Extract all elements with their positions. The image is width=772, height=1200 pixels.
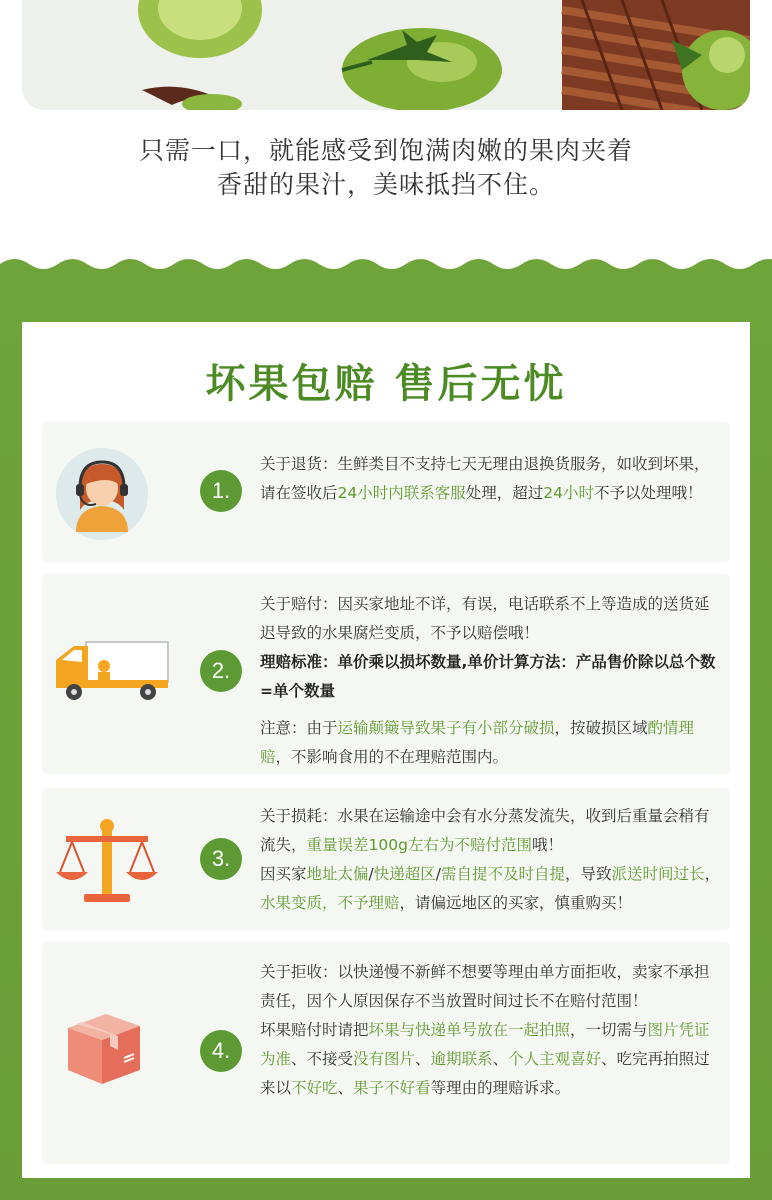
item-text-4 bbox=[260, 958, 722, 1103]
highlight-text: 派送时间过长 bbox=[611, 865, 705, 883]
intro-line-1: 只需一口，就能感受到饱满肉嫩的果肉夹着 bbox=[138, 136, 633, 165]
text-segment: / bbox=[368, 865, 374, 883]
highlight-text: 运输颠簸导致果子有小部分破损 bbox=[337, 719, 555, 737]
highlight-text: 不好吃 bbox=[291, 1079, 338, 1097]
rejection-text bbox=[260, 958, 722, 1016]
highlight-text: 没有图片 bbox=[353, 1050, 416, 1068]
card-title: 坏果包赔 售后无忧 bbox=[205, 361, 567, 407]
text-segment: ，请偏远地区的买家，慎重购买！ bbox=[399, 894, 633, 912]
customer-service-icon bbox=[52, 444, 152, 544]
photo-evidence-text bbox=[260, 1016, 722, 1103]
text-segment: 、 bbox=[415, 1050, 431, 1068]
hero-image bbox=[22, 0, 750, 110]
policy-item-compensation bbox=[42, 574, 730, 774]
highlight-text: 果子不好看 bbox=[353, 1079, 431, 1097]
return-policy-text bbox=[260, 450, 722, 508]
highlight-text: 快递超区 bbox=[373, 865, 436, 883]
bold-text: 理赔标准：单价乘以损坏数量,单价计算方法：产品售价除以总个数=单个数量 bbox=[260, 653, 716, 700]
highlight-text: 逾期联系 bbox=[430, 1050, 493, 1068]
text-segment: 哦！ bbox=[531, 836, 563, 854]
highlight-text: 水果变质，不予理赔 bbox=[260, 894, 400, 912]
highlight-text: 需自提不及时自提 bbox=[441, 865, 566, 883]
balance-scale-icon bbox=[52, 810, 162, 910]
text-segment: ，按破损区域 bbox=[554, 719, 648, 737]
text-segment: 注意：由于 bbox=[260, 719, 338, 737]
text-segment: 关于损耗：水果在运输途中会有水分蒸发流失，收到后重量会稍有流失， bbox=[260, 807, 710, 854]
tomato-photo bbox=[22, 0, 750, 110]
text-segment: 坏果赔付时请把 bbox=[260, 1021, 369, 1039]
text-segment: 、 bbox=[337, 1079, 354, 1097]
text-segment: 、 bbox=[492, 1050, 509, 1068]
text-segment: 等理由的理赔诉求。 bbox=[430, 1079, 571, 1097]
policy-item-loss bbox=[42, 788, 730, 930]
intro-text bbox=[0, 134, 772, 202]
highlight-text: 地址太偏 bbox=[306, 865, 369, 883]
highlight-text: 重量误差100g左右为不赔付范围 bbox=[306, 836, 532, 854]
text-segment: 因买家 bbox=[260, 865, 307, 883]
package-box-icon bbox=[52, 1002, 152, 1092]
item-text-3 bbox=[260, 802, 722, 918]
item-text-2 bbox=[260, 590, 722, 772]
text-segment: ， bbox=[704, 865, 721, 883]
text-segment: 不予以处理哦！ bbox=[594, 484, 703, 502]
text-segment: ，不影响食用的不在理赔范围内。 bbox=[275, 748, 509, 766]
item-number-4: 4. bbox=[200, 1030, 242, 1072]
remote-area-text bbox=[260, 860, 722, 918]
text-segment: / bbox=[435, 865, 442, 883]
text-segment: ，一切需与 bbox=[570, 1021, 648, 1039]
highlight-text: 坏果与快递单号放在一起拍照 bbox=[368, 1021, 571, 1039]
compensation-note-text bbox=[260, 714, 722, 772]
text-segment: 关于赔付：因买家地址不详，有误，电话联系不上等造成的送货延迟导致的水果腐烂变质，不予以赔偿哦！ bbox=[260, 595, 710, 642]
item-number-3: 3. bbox=[200, 838, 242, 880]
highlight-text: 图片凭证为准 bbox=[260, 1021, 710, 1068]
item-number-2: 2. bbox=[200, 650, 242, 692]
text-segment: 、吃完再拍照过来以 bbox=[260, 1050, 710, 1097]
text-segment: 关于拒收：以快递慢不新鲜不想要等理由单方面拒收，卖家不承担责任，因个人原因保存不当放置时间过长不在赔付范围！ bbox=[260, 963, 710, 1010]
compensation-text bbox=[260, 590, 722, 648]
after-sales-card bbox=[22, 322, 750, 1178]
policy-item-rejection bbox=[42, 942, 730, 1164]
highlight-text: 24小时内联系客服 bbox=[337, 484, 466, 502]
text-segment: 、不接受 bbox=[291, 1050, 354, 1068]
compensation-standard-text bbox=[260, 648, 722, 706]
highlight-text: 24小时 bbox=[543, 484, 594, 502]
delivery-truck-icon bbox=[52, 636, 172, 706]
item-number-1: 1. bbox=[200, 470, 242, 512]
highlight-text: 酌情理赔 bbox=[260, 719, 695, 766]
text-segment: 处理，超过 bbox=[465, 484, 544, 502]
text-segment: ，导致 bbox=[565, 865, 612, 883]
item-text-1 bbox=[260, 450, 722, 508]
loss-text bbox=[260, 802, 722, 860]
intro-line-2: 香甜的果汁，美味抵挡不住。 bbox=[216, 170, 555, 199]
policy-item-return bbox=[42, 422, 730, 562]
highlight-text: 个人主观喜好 bbox=[508, 1050, 602, 1068]
text-segment: 关于退货：生鲜类目不支持七天无理由退换货服务，如收到坏果，请在签收后 bbox=[260, 455, 710, 502]
